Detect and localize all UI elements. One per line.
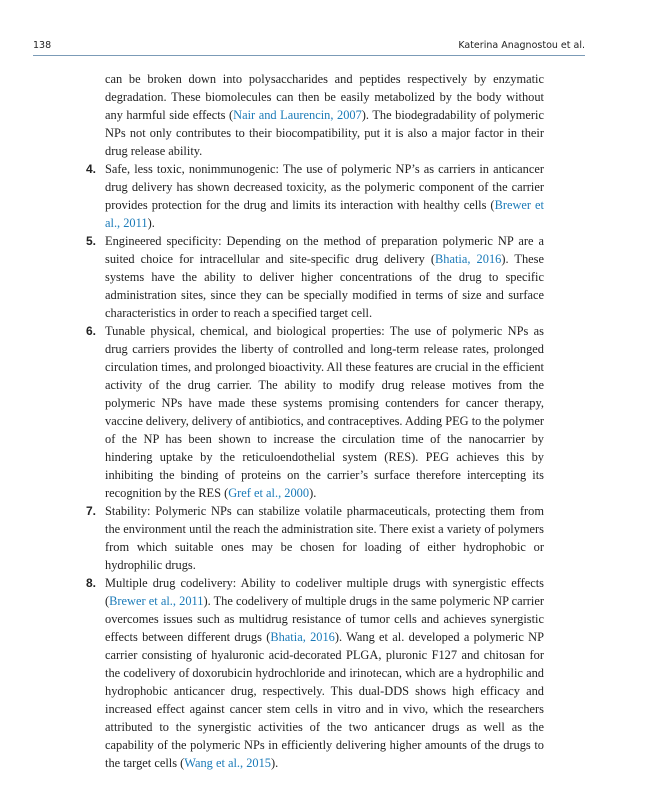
citation-link[interactable]: Gref et al., 2000 (228, 486, 310, 500)
item-number: 6. (86, 324, 97, 338)
continued-paragraph: can be broken down into polysaccharides and peptides respectively by enzymatic degradation. These biomolecules can then be easily metabolized by the body without any harmful side effects (Nair and Laurencin, 2007). The biodegradability of polymeric NPs not only contributes to their biocompatibility, put it is also a major factor in their drug release ability. (105, 72, 544, 158)
item-number: 4. (86, 162, 97, 176)
list-item-4: 4. Safe, less toxic, nonimmunogenic: The use of polymeric NP’s as carriers in anticancer drug delivery has shown decreased toxicity, as the polymeric component of the carrier provides protection for the drug and limits its interaction with healthy cells (Brewer et al., 2011). (86, 162, 544, 230)
citation-link[interactable]: Brewer et al., 2011 (109, 594, 204, 608)
list-item-5: 5. Engineered specificity: Depending on the method of preparation polymeric NP are a suited choice for intracellular and site-specific drug delivery (Bhatia, 2016). These systems have the ability to deliver higher concentrations of the drug to specific administration sites, since they can be specially modified in terms of size and surface characteristics in order to reach a specified target cell. (86, 234, 545, 320)
item-number: 5. (86, 234, 97, 248)
header-rule (33, 55, 585, 56)
list-item-8: 8. Multiple drug codelivery: Ability to codeliver multiple drugs with synergistic effects (Brewer et al., 2011). The codelivery of multiple drugs in the same polymeric NP carrier overcomes issues such as multidrug resistance of tumor cells and achieves synergistic effects between different drugs (Bhatia, 2016). Wang et al. developed a polymeric NP carrier consisting of hyaluronic acid-decorated PLGA, pluronic F127 and chitosan for the codelivery of doxorubicin hydrochloride and irinotecan, which are a hydrophilic and hydrophobic anticancer drug, respectively. This dual-DDS shows high efficacy and increased effect against cancer stem cells in vitro and in vivo, which the researchers attributed to the synergistic activities of the two anticancer drugs as well as the capability of the polymeric NPs in efficiently delivering higher amounts of the drugs to the target cells (Wang et al., 2015). (86, 576, 544, 770)
item-number: 8. (86, 576, 97, 590)
list-item-6: 6. Tunable physical, chemical, and biological properties: The use of polymeric NPs as drug carriers provides the liberty of controlled and long-term release rates, prolonged circulation times, and prolonged bioactivity. All these features are crucial in the efficient activity of the drug carrier. The ability to modify drug release motives from the polymeric NPs have made these systems promising contenders for cancer therapy, vaccine delivery, delivery of antibiotics, and contraceptives. Adding PEG to the polymer of the NP has been shown to increase the circulation time of the nanocarrier by hindering uptake by the reticuloendothelial system (RES). PEG achieves this by inhibiting the binding of proteins on the carrier’s surface therefore intercepting its recognition by the RES (Gref et al., 2000). (86, 324, 544, 500)
citation-link[interactable]: Brewer et al., 2011 (105, 198, 544, 230)
list-item-7: 7. Stability: Polymeric NPs can stabilize volatile pharmaceuticals, protecting them from the environment until the reach the administration site. There exist a variety of polymers from which suitable ones may be chosen for loading of either hydrophobic or hydrophilic drugs. (86, 504, 544, 572)
running-header (33, 40, 585, 54)
citation-link[interactable]: Wang et al., 2015 (184, 756, 271, 770)
citation-link[interactable]: Bhatia, 2016 (435, 252, 502, 266)
citation-link[interactable]: Bhatia, 2016 (270, 630, 335, 644)
page-number: 138 (33, 40, 52, 51)
body-text (86, 70, 544, 772)
running-head-authors: Katerina Anagnostou et al. (458, 40, 585, 51)
item-number: 7. (86, 504, 97, 518)
citation-link[interactable]: Nair and Laurencin, 2007 (233, 108, 362, 122)
